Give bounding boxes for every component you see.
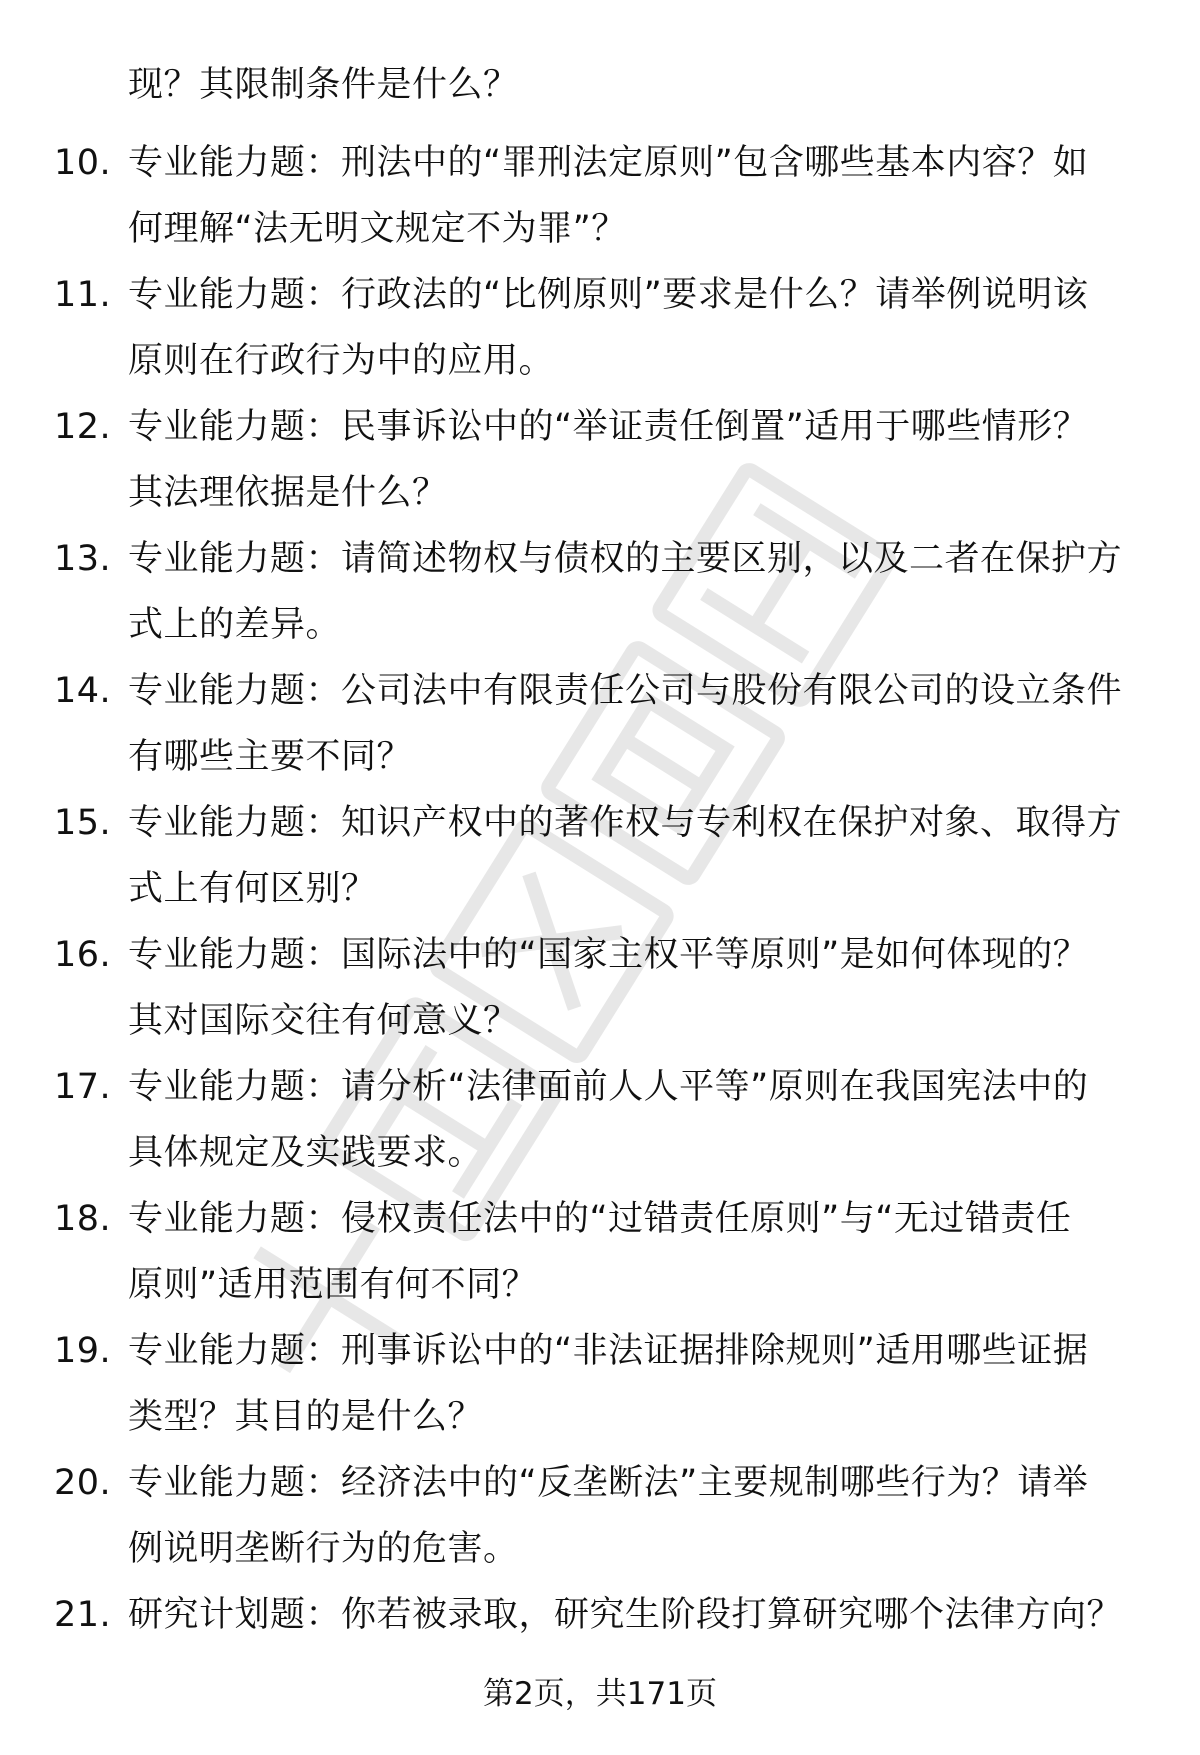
question-text — [128, 658, 1143, 790]
question-text-line: 专业能力题：经济法中的“反垄断法”主要规制哪些行为？请举 — [128, 1463, 1089, 1503]
question-text-line: 其法理依据是什么？ — [128, 473, 448, 513]
question-text-line: 专业能力题：请分析“法律面前人人平等”原则在我国宪法中的 — [128, 1067, 1089, 1107]
question-text — [128, 262, 1143, 394]
question-text-line: 式上的差异。 — [128, 605, 342, 645]
question-text-line: 专业能力题：民事诉讼中的“举证责任倒置”适用于哪些情形？ — [128, 407, 1089, 447]
question-text-line: 研究计划题：你若被录取，研究生阶段打算研究哪个法律方向？ — [128, 1595, 1123, 1635]
question-number: 15. — [54, 803, 112, 843]
question-number: 19. — [54, 1331, 112, 1371]
question-text — [128, 790, 1143, 922]
question-text-line: 专业能力题：行政法的“比例原则”要求是什么？请举例说明该 — [128, 275, 1089, 315]
question-text-line: 原则”适用范围有何不同？ — [128, 1265, 538, 1305]
question-text-line: 其对国际交往有何意义？ — [128, 1001, 519, 1041]
question-text — [128, 1186, 1143, 1318]
question-number: 11. — [54, 275, 112, 315]
question-text-line: 专业能力题：侵权责任法中的“过错责任原则”与“无过错责任 — [128, 1199, 1072, 1239]
question-text-line: 原则在行政行为中的应用。 — [128, 341, 555, 381]
question-text-line: 专业能力题：刑事诉讼中的“非法证据排除规则”适用哪些证据 — [128, 1331, 1089, 1371]
question-continuation-text: 现？其限制条件是什么？ — [128, 65, 519, 105]
question-number: 21. — [54, 1595, 112, 1635]
question-number: 18. — [54, 1199, 112, 1239]
question-text-line: 专业能力题：请简述物权与债权的主要区别，以及二者在保护方 — [128, 539, 1123, 579]
question-text-line: 有哪些主要不同？ — [128, 737, 413, 777]
question-text-line: 何理解“法无明文规定不为罪”？ — [128, 209, 627, 249]
question-text-line: 具体规定及实践要求。 — [128, 1133, 484, 1173]
question-number: 16. — [54, 935, 112, 975]
question-number: 14. — [54, 671, 112, 711]
question-text — [128, 130, 1143, 262]
question-text — [128, 1450, 1143, 1582]
question-text-line: 专业能力题：知识产权中的著作权与专利权在保护对象、取得方 — [128, 803, 1123, 843]
question-text — [128, 1054, 1143, 1186]
question-number: 20. — [54, 1463, 112, 1503]
question-text-line: 类型？其目的是什么？ — [128, 1397, 484, 1437]
question-text-line: 例说明垄断行为的危害。 — [128, 1529, 519, 1569]
question-text — [128, 1318, 1143, 1450]
question-text-line: 式上有何区别？ — [128, 869, 377, 909]
question-number: 10. — [54, 143, 112, 183]
question-number: 12. — [54, 407, 112, 447]
question-text-line: 专业能力题：刑法中的“罪刑法定原则”包含哪些基本内容？如 — [128, 143, 1089, 183]
question-text — [128, 922, 1143, 1054]
question-number: 17. — [54, 1067, 112, 1107]
question-text — [128, 394, 1143, 526]
question-number: 13. — [54, 539, 112, 579]
page-number-footer: 第2页，共171页 — [483, 1676, 717, 1712]
question-text-line: 专业能力题：公司法中有限责任公司与股份有限公司的设立条件 — [128, 671, 1123, 711]
question-text — [128, 1582, 1143, 1648]
question-text-line: 专业能力题：国际法中的“国家主权平等原则”是如何体现的？ — [128, 935, 1089, 975]
question-text — [128, 526, 1143, 658]
